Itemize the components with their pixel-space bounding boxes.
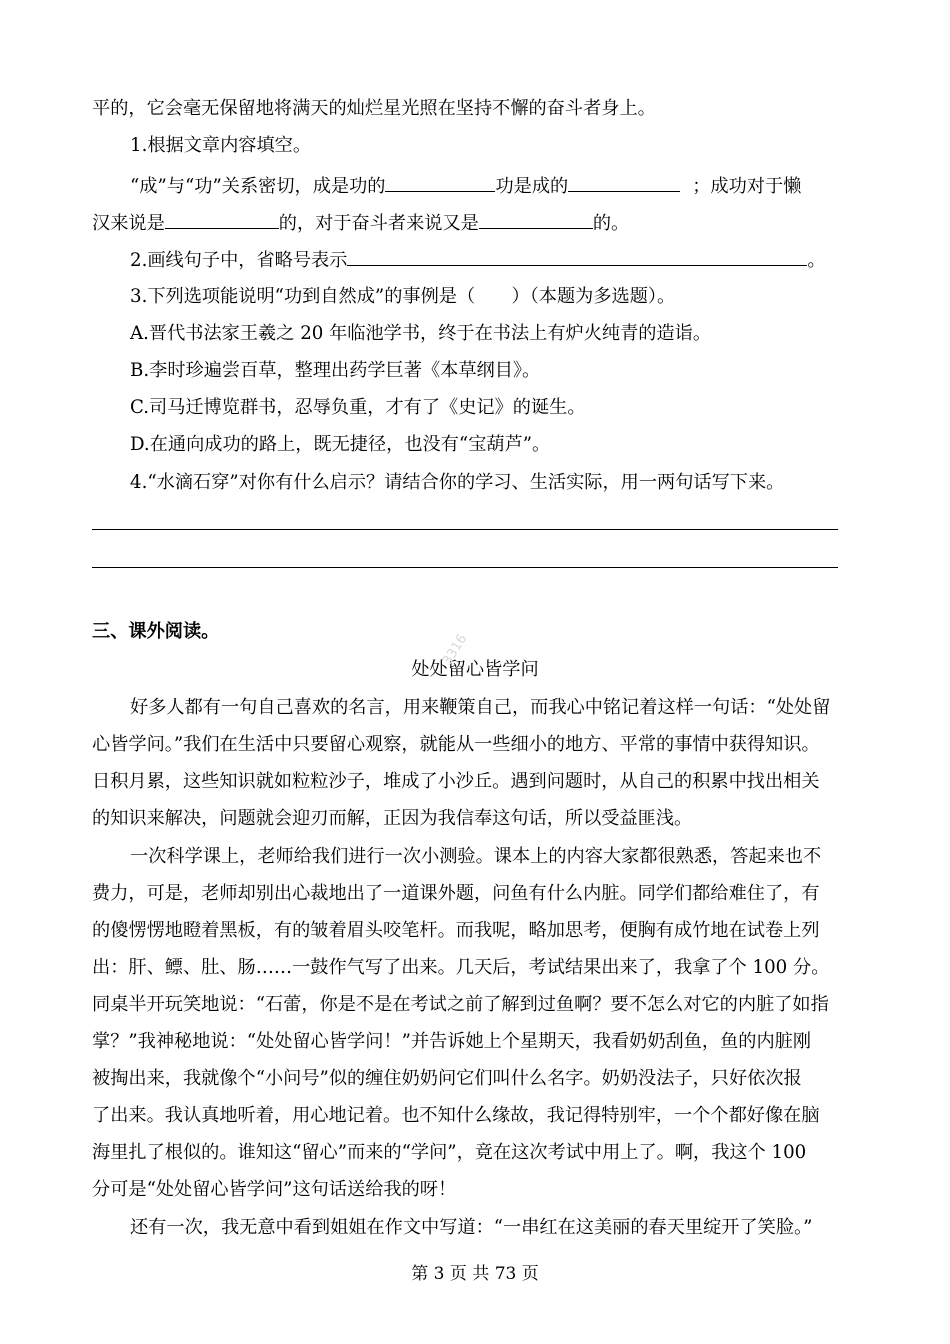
question-1-fill-line-1	[130, 172, 862, 200]
passage-line: 好多人都有一句自己喜欢的名言，用来鞭策自己，而我心中铭记着这样一句话：“处处留	[130, 697, 831, 718]
passage-line: 的知识来解决，问题就会迎刃而解，正因为我信奉这句话，所以受益匪浅。	[92, 808, 693, 829]
watermark: 3316	[440, 631, 471, 668]
passage-title: 处处留心皆学问	[411, 659, 539, 680]
text-segment: 功是成的	[495, 176, 569, 197]
text-segment: “成”与“功”关系密切，成是功的	[130, 176, 386, 197]
page-footer: 第 3 页 共 73 页	[411, 1264, 539, 1284]
answer-line[interactable]	[92, 567, 838, 568]
question-3: 3.下列选项能说明“功到自然成”的事例是（ ）（本题为多选题）。	[130, 286, 676, 307]
answer-blank[interactable]	[385, 172, 495, 192]
passage-line: 了出来。我认真地听着，用心地记着。也不知什么缘故，我记得特别牢，一个个都好像在脑	[92, 1105, 820, 1126]
question-1-fill-line-2	[92, 209, 862, 237]
text-segment: ；成功对于懒	[692, 176, 802, 197]
answer-blank[interactable]	[568, 172, 680, 192]
passage-line: 被掏出来，我就像个“小问号”似的缠住奶奶问它们叫什么名字。奶奶没法子，只好依次报	[92, 1068, 802, 1089]
question-4: 4.“水滴石穿”对你有什么启示？请结合你的学习、生活实际，用一两句话写下来。	[130, 472, 785, 493]
passage-line: 分可是“处处留心皆学问”这句话送给我的呀！	[92, 1179, 457, 1200]
passage-line: 日积月累，这些知识就如粒粒沙子，堆成了小沙丘。遇到问题时，从自己的积累中找出相关	[92, 771, 820, 792]
question-1: 1.根据文章内容填空。	[130, 135, 312, 156]
passage-line: 出：肝、鳔、肚、肠……一鼓作气写了出来。几天后，考试结果出来了，我拿了个 100 分。	[92, 957, 830, 978]
text-segment: 的，对于奋斗者来说又是	[278, 213, 479, 234]
text-line: 平的，它会毫无保留地将满天的灿烂星光照在坚持不懈的奋斗者身上。	[92, 98, 656, 119]
passage-line: 海里扎了根似的。谁知这“留心”而来的“学问”，竟在这次考试中用上了。啊，我这个 100	[92, 1142, 807, 1163]
answer-blank[interactable]	[479, 209, 593, 229]
passage-line: 还有一次，我无意中看到姐姐在作文中写道：“一串红在这美丽的春天里绽开了笑脸。”	[130, 1217, 813, 1238]
option-a: A.晋代书法家王羲之 20 年临池学书，终于在书法上有炉火纯青的造诣。	[130, 323, 712, 344]
answer-blank[interactable]	[347, 246, 807, 266]
question-2	[130, 246, 862, 274]
option-c: C.司马迁博览群书，忍辱负重，才有了《史记》的诞生。	[130, 397, 586, 418]
text-segment: 汉来说是	[92, 213, 165, 234]
text-segment: 2.画线句子中，省略号表示	[130, 250, 348, 271]
section-heading: 三、课外阅读。	[92, 621, 220, 642]
passage-line: 同桌半开玩笑地说：“石蕾，你是不是在考试之前了解到过鱼啊？要不怎么对它的内脏了如指	[92, 994, 829, 1015]
passage-line: 一次科学课上，老师给我们进行一次小测验。课本上的内容大家都很熟悉，答起来也不	[130, 846, 822, 867]
option-d: D.在通向成功的路上，既无捷径，也没有“宝葫芦”。	[130, 434, 551, 455]
text-segment: 。	[807, 250, 826, 271]
answer-blank[interactable]	[165, 209, 279, 229]
passage-line: 费力，可是，老师却别出心裁地出了一道课外题，问鱼有什么内脏。同学们都给难住了，有	[92, 883, 820, 904]
text-segment: 的。	[592, 213, 630, 234]
option-b: B.李时珍遍尝百草，整理出药学巨著《本草纲目》。	[130, 360, 541, 381]
answer-line[interactable]	[92, 529, 838, 530]
passage-line: 的傻愣愣地瞪着黑板，有的皱着眉头咬笔杆。而我呢，略加思考，便胸有成竹地在试卷上列	[92, 920, 820, 941]
passage-line: 掌？”我神秘地说：“处处留心皆学问！”并告诉她上个星期天，我看奶奶刮鱼，鱼的内脏刚	[92, 1031, 812, 1052]
passage-line: 心皆学问。”我们在生活中只要留心观察，就能从一些细小的地方、平常的事情中获得知识。	[92, 734, 820, 755]
